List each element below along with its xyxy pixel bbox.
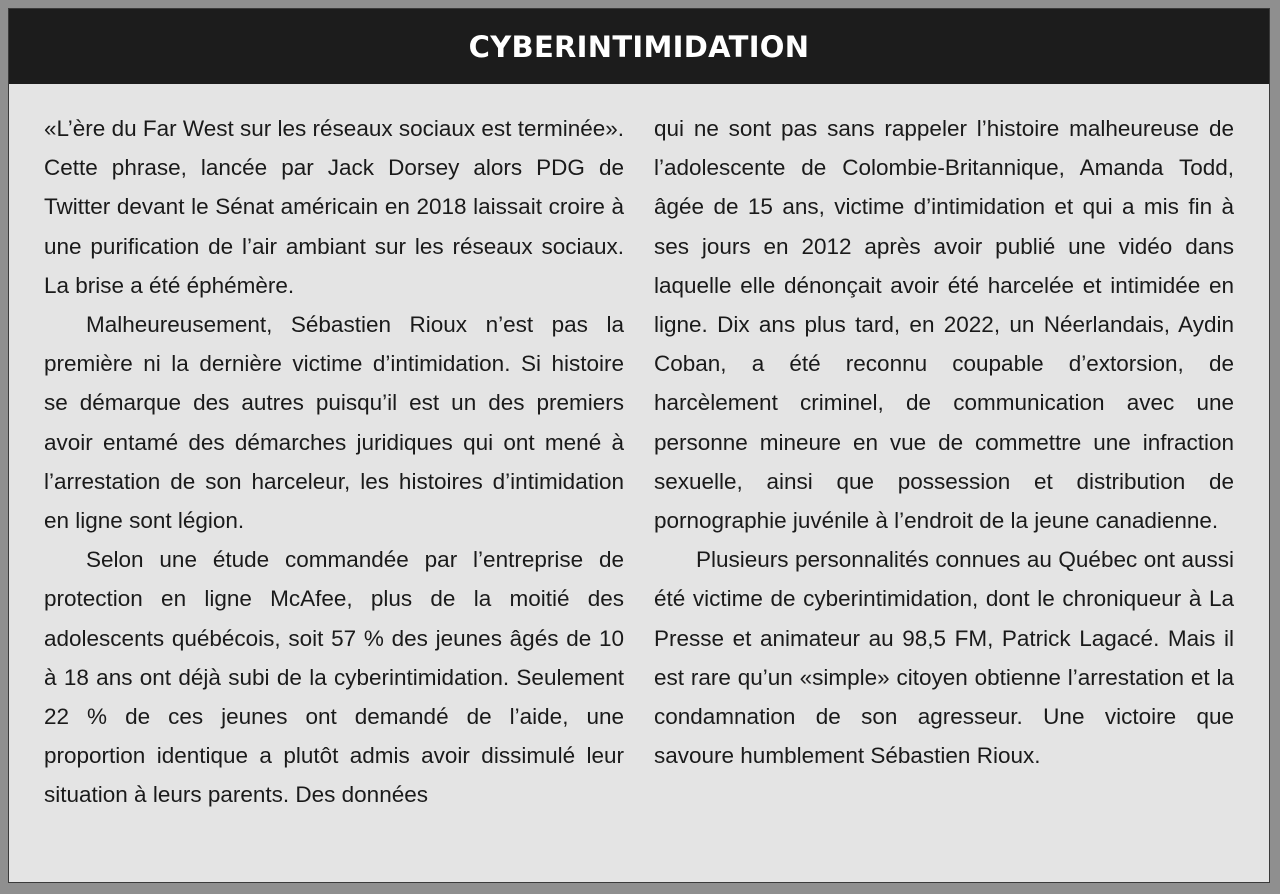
paragraph: «L’ère du Far West sur les réseaux sociaux est terminée». Cette phrase, lancée par Jack Dorsey alors PDG de Twitter devant le Sénat américain en 2018 laissait croire à une purification de l’air ambiant sur les réseaux sociaux. La brise a été éphémère. — [44, 116, 624, 298]
paragraph: Selon une étude commandée par l’entreprise de protection en ligne McAfee, plus de la moitié des adolescents québécois, soit 57 % des jeunes âgés de 10 à 18 ans ont déjà subi de la cyberintimidation. Seulement 22 % de ces jeunes ont demandé de l’aide, une proportion identique a plutôt admis avoir dissimulé leur situation à leurs parents. Des données — [44, 547, 624, 808]
paragraph: Plusieurs personnalités connues au Québec ont aussi été victime de cyberintimidation, dont le chroniqueur à La Presse et animateur au 98,5 FM, Patrick Lagacé. Mais il est rare qu’un «simple» citoyen obtienne l’arrestation et la condamnation de son agresseur. Une victoire que savoure humblement Sébastien Rioux. — [654, 547, 1234, 769]
article-columns — [44, 109, 1234, 815]
article-header — [9, 9, 1269, 84]
article-box — [8, 8, 1270, 883]
paragraph: qui ne sont pas sans rappeler l’histoire malheureuse de l’adolescente de Colombie-Britannique, Amanda Todd, âgée de 15 ans, victime d’intimidation et qui a mis fin à ses jours en 2012 après avoir publié une vidéo dans laquelle elle dénonçait avoir été harcelée et intimidée en ligne. Dix ans plus tard, en 2022, un Néerlandais, Aydin Coban, a été reconnu coupable d’extorsion, de harcèlement criminel, de communication avec une personne mineure en vue de commettre une infraction sexuelle, ainsi que possession et distribution de pornographie juvénile à l’endroit de la jeune canadienne. — [654, 116, 1234, 534]
right-column — [654, 109, 1234, 815]
paragraph: Malheureusement, Sébastien Rioux n’est pas la première ni la dernière victime d’intimidation. Si histoire se démarque des autres puisqu’il est un des premiers avoir entamé des démarches juridiques qui ont mené à l’arrestation de son harceleur, les histoires d’intimidation en ligne sont légion. — [44, 312, 624, 534]
left-column — [44, 109, 624, 815]
article-title: CYBERINTIMIDATION — [468, 29, 810, 64]
